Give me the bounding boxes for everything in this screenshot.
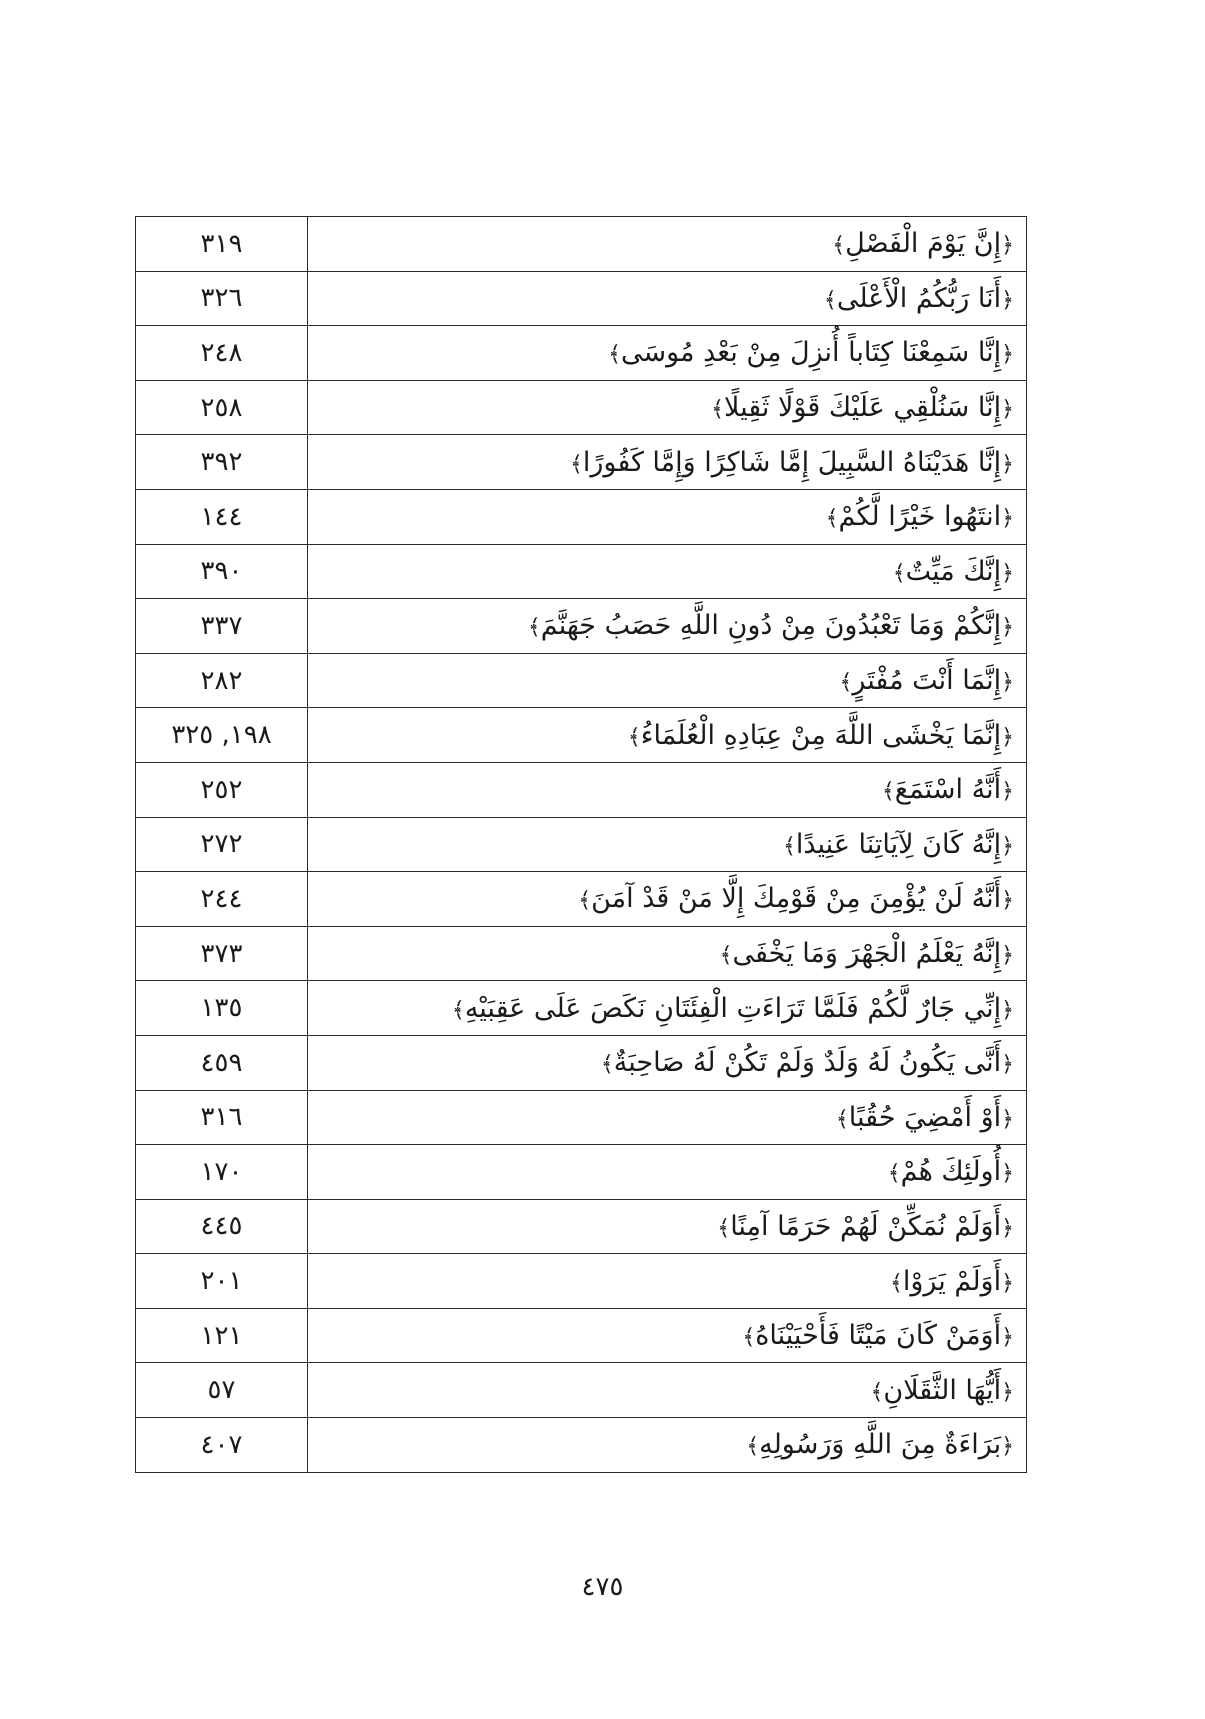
verse-text: انتَهُوا خَيْرًا لَّكُمْ	[838, 501, 1002, 533]
ornate-bracket-open: ﴿	[1001, 615, 1014, 641]
page-reference-cell: ٢٥٢	[136, 762, 308, 817]
ornate-bracket-close: ﴾	[600, 1052, 614, 1078]
ornate-bracket-open: ﴿	[1001, 833, 1014, 859]
verse-text: أَوَلَمْ يَرَوْا	[902, 1265, 1002, 1297]
ornate-bracket-open: ﴿	[1001, 506, 1014, 532]
page-number: ٤٧٥	[581, 1572, 624, 1602]
verse-cell	[308, 1308, 1027, 1363]
page-reference-cell: ٢٤٨	[136, 326, 308, 381]
verse-cell	[308, 762, 1027, 817]
verse-index-table	[135, 216, 1027, 1473]
page-reference-cell: ٣٣٧	[136, 599, 308, 654]
verse-cell	[308, 599, 1027, 654]
ornate-bracket-close: ﴾	[870, 1379, 884, 1405]
table-row	[136, 1145, 1027, 1200]
table-row	[136, 708, 1027, 763]
ornate-bracket-close: ﴾	[719, 943, 733, 969]
ornate-bracket-close: ﴾	[881, 779, 895, 805]
verse-cell	[308, 326, 1027, 381]
ornate-bracket-close: ﴾	[578, 888, 592, 914]
page-reference-cell: ٢٤٤	[136, 872, 308, 927]
table-row	[136, 271, 1027, 326]
ornate-bracket-open: ﴿	[1001, 888, 1014, 914]
table-row	[136, 435, 1027, 490]
verse-cell	[308, 981, 1027, 1036]
page-reference-cell: ٢٨٢	[136, 653, 308, 708]
ornate-bracket-open: ﴿	[1001, 451, 1014, 477]
ornate-bracket-open: ﴿	[1001, 670, 1014, 696]
verse-cell	[308, 1418, 1027, 1473]
verse-text: أَوَلَمْ نُمَكِّنْ لَهُمْ حَرَمًا آمِنًا	[730, 1210, 1002, 1242]
verse-text: أَنَّى يَكُونُ لَهُ وَلَدٌ وَلَمْ تَكُنْ لَهُ صَاحِبَةٌ	[613, 1047, 1002, 1079]
ornate-bracket-close: ﴾	[717, 1215, 731, 1241]
table-row	[136, 489, 1027, 544]
verse-cell	[308, 708, 1027, 763]
page-reference-cell: ٢٠١	[136, 1254, 308, 1309]
ornate-bracket-close: ﴾	[451, 997, 465, 1023]
verse-cell	[308, 1199, 1027, 1254]
verse-cell	[308, 926, 1027, 981]
ornate-bracket-close: ﴾	[839, 670, 853, 696]
verse-text: أَنَّهُ اسْتَمَعَ	[894, 774, 1002, 806]
ornate-bracket-close: ﴾	[887, 1161, 901, 1187]
page-reference-cell: ٥٧	[136, 1363, 308, 1418]
verse-text: بَرَاءَةٌ مِنَ اللَّهِ وَرَسُولِهِ	[759, 1429, 1002, 1461]
table-row	[136, 1199, 1027, 1254]
verse-cell	[308, 489, 1027, 544]
ornate-bracket-close: ﴾	[835, 1106, 849, 1132]
ornate-bracket-open: ﴿	[1001, 1270, 1014, 1296]
verse-cell	[308, 817, 1027, 872]
ornate-bracket-open: ﴿	[1001, 397, 1014, 423]
verse-text: إِنَّهُ كَانَ لِآيَاتِنَا عَنِيدًا	[795, 828, 1002, 860]
table-row	[136, 1254, 1027, 1309]
verse-text: إِنَّكَ مَيِّتٌ	[905, 555, 1002, 587]
ornate-bracket-close: ﴾	[825, 506, 839, 532]
verse-text: أَيُّهَا الثَّقَلَانِ	[883, 1374, 1002, 1406]
page-reference-cell: ٢٧٢	[136, 817, 308, 872]
table-row	[136, 599, 1027, 654]
ornate-bracket-open: ﴿	[1001, 1052, 1014, 1078]
ornate-bracket-open: ﴿	[1001, 943, 1014, 969]
ornate-bracket-close: ﴾	[889, 1270, 903, 1296]
table-row	[136, 981, 1027, 1036]
page-reference-cell: ١٣٥	[136, 981, 308, 1036]
ornate-bracket-open: ﴿	[1001, 1325, 1014, 1351]
page-reference-cell: ٣٧٣	[136, 926, 308, 981]
verse-text: أَوَمَنْ كَانَ مَيْتًا فَأَحْيَيْنَاهُ	[755, 1320, 1002, 1352]
ornate-bracket-close: ﴾	[527, 615, 541, 641]
verse-text: إِنِّي جَارٌ لَّكُمْ فَلَمَّا تَرَاءَتِ الْفِئَتَانِ نَكَصَ عَلَى عَقِبَيْهِ	[464, 992, 1002, 1024]
verse-cell	[308, 1090, 1027, 1145]
table-row	[136, 326, 1027, 381]
ornate-bracket-close: ﴾	[832, 233, 846, 259]
table-row	[136, 1308, 1027, 1363]
table-row	[136, 926, 1027, 981]
ornate-bracket-open: ﴿	[1001, 287, 1014, 313]
verse-cell	[308, 544, 1027, 599]
verse-text: إِنَّا سَمِعْنَا كِتَاباً أُنزِلَ مِنْ بَعْدِ مُوسَى	[620, 337, 1002, 369]
table-row	[136, 653, 1027, 708]
page-reference-cell: ٣٢٦	[136, 271, 308, 326]
table-row	[136, 1090, 1027, 1145]
verse-cell	[308, 435, 1027, 490]
verse-text: إِنَّا هَدَيْنَاهُ السَّبِيلَ إِمَّا شَاكِرًا وَإِمَّا كَفُورًا	[582, 446, 1002, 478]
verse-cell	[308, 872, 1027, 927]
ornate-bracket-open: ﴿	[1001, 233, 1014, 259]
verse-text: إِنَّمَا أَنْتَ مُفْتَرٍ	[852, 665, 1002, 697]
table-row	[136, 817, 1027, 872]
page-reference-cell: ١٧٠	[136, 1145, 308, 1200]
page-reference-cell: ١٤٤	[136, 489, 308, 544]
verse-text: أَوْ أَمْضِيَ حُقُبًا	[848, 1101, 1002, 1133]
page-reference-cell: ٣١٩	[136, 217, 308, 272]
ornate-bracket-open: ﴿	[1001, 1161, 1014, 1187]
table-row	[136, 544, 1027, 599]
verse-cell	[308, 1035, 1027, 1090]
verse-text: أُولَئِكَ هُمْ	[900, 1156, 1002, 1188]
ornate-bracket-close: ﴾	[608, 342, 621, 368]
ornate-bracket-open: ﴿	[1001, 724, 1014, 750]
table-row	[136, 217, 1027, 272]
ornate-bracket-close: ﴾	[627, 724, 641, 750]
ornate-bracket-open: ﴿	[1001, 342, 1014, 368]
table-row	[136, 872, 1027, 927]
page-reference-cell: ٢٥٨	[136, 380, 308, 435]
verse-text: إِنَّمَا يَخْشَى اللَّهَ مِنْ عِبَادِهِ الْعُلَمَاءُ	[640, 719, 1002, 751]
ornate-bracket-close: ﴾	[711, 397, 725, 423]
ornate-bracket-close: ﴾	[569, 451, 583, 477]
page-reference-cell: ٣٩٢	[136, 435, 308, 490]
table-row	[136, 1418, 1027, 1473]
verse-text: إِنَّهُ يَعْلَمُ الْجَهْرَ وَمَا يَخْفَى	[732, 938, 1002, 970]
table-row	[136, 762, 1027, 817]
verse-cell	[308, 217, 1027, 272]
ornate-bracket-open: ﴿	[1001, 1434, 1014, 1460]
verse-text: إِنَّ يَوْمَ الْفَصْلِ	[845, 228, 1002, 260]
table-row	[136, 1035, 1027, 1090]
ornate-bracket-open: ﴿	[1001, 1379, 1014, 1405]
ornate-bracket-close: ﴾	[823, 287, 837, 313]
ornate-bracket-close: ﴾	[742, 1325, 756, 1351]
ornate-bracket-close: ﴾	[746, 1434, 760, 1460]
ornate-bracket-close: ﴾	[782, 833, 796, 859]
verse-cell	[308, 1145, 1027, 1200]
verse-text: إِنَّكُمْ وَمَا تَعْبُدُونَ مِنْ دُونِ اللَّهِ حَصَبُ جَهَنَّمَ	[540, 610, 1002, 642]
ornate-bracket-open: ﴿	[1001, 1106, 1014, 1132]
verse-text: أَنَا رَبُّكُمُ الْأَعْلَى	[836, 282, 1002, 314]
ornate-bracket-open: ﴿	[1001, 997, 1014, 1023]
ornate-bracket-open: ﴿	[1001, 1215, 1014, 1241]
ornate-bracket-open: ﴿	[1001, 779, 1014, 805]
verse-text: أَنَّهُ لَنْ يُؤْمِنَ مِنْ قَوْمِكَ إِلَّا مَنْ قَدْ آمَنَ	[591, 883, 1002, 915]
verse-cell	[308, 271, 1027, 326]
page-reference-cell: ٣٩٠	[136, 544, 308, 599]
ornate-bracket-open: ﴿	[1001, 560, 1014, 586]
table-row	[136, 380, 1027, 435]
verse-index-body	[136, 217, 1027, 1473]
verse-cell	[308, 653, 1027, 708]
page-reference-cell: ١٢١	[136, 1308, 308, 1363]
page-reference-cell: ٣١٦	[136, 1090, 308, 1145]
page-reference-cell: ١٩٨, ٣٢٥	[136, 708, 308, 763]
verse-cell	[308, 1254, 1027, 1309]
verse-text: إِنَّا سَنُلْقِي عَلَيْكَ قَوْلًا ثَقِيلًا	[724, 392, 1002, 424]
page-reference-cell: ٤٥٩	[136, 1035, 308, 1090]
table-row	[136, 1363, 1027, 1418]
verse-cell	[308, 380, 1027, 435]
page-reference-cell: ٤٠٧	[136, 1418, 308, 1473]
page-reference-cell: ٤٤٥	[136, 1199, 308, 1254]
verse-cell	[308, 1363, 1027, 1418]
ornate-bracket-close: ﴾	[892, 560, 906, 586]
